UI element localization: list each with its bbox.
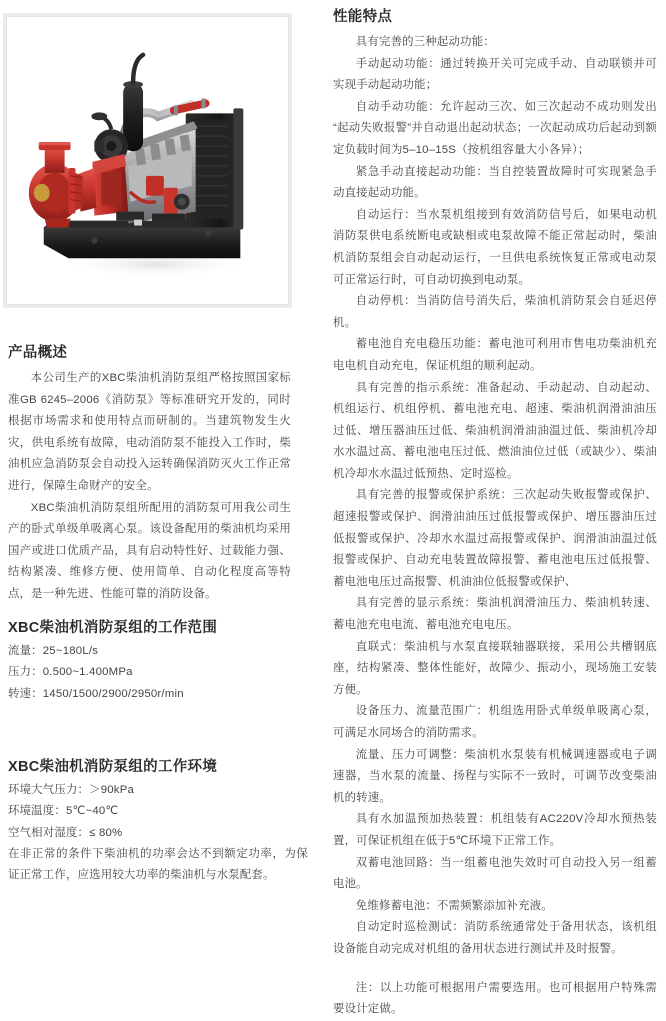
overview-paragraph-1: 本公司生产的XBC柴油机消防泵组严格按照国家标准GB 6245–2006《消防泵》等标准研究开发的，同时根据市场需求和使用特点而研制的。当建筑物发生火灾，供电系统有故障，电动消防泵不能投入工作时，柴油机应急消防泵会自动投入运转确保消防灭火工作正常进行，保障生命财产的安全。 xyxy=(8,372,291,492)
spec-atmospheric-pressure: 环境大气压力：＞90kPa xyxy=(8,784,135,796)
overview-paragraph-2: XBC柴油机消防泵组所配用的消防泵可用我公司生产的卧式单级单吸离心泵。该设备配用的柴油机均采用国产或进口优质产品，具有启动特性好、过载能力强、结构紧凑、维修方便、使用简单、自动化程度高等特点，是一种先进、性能可靠的消防设备。 xyxy=(8,501,291,600)
page-title-working-environment: XBC柴油机消防泵组的工作环境 xyxy=(8,759,218,775)
page-title-overview: 产品概述 xyxy=(8,345,68,361)
feature-paragraph: 自动手动功能：允许起动三次、如三次起动不成功则发出“起动失败报警”并自动退出起动状态；一次起动成功后起动到额定负载时间为5–10–15S（按机组容量大小各异）； xyxy=(333,100,657,156)
feature-paragraph: 自动停机：当消防信号消失后，柴油机消防泵会自延迟停机。 xyxy=(333,295,657,329)
feature-paragraph: 蓄电池自充电稳压功能：蓄电池可利用市售电功柴油机充电电机自动充电，保证机组的顺利起动。 xyxy=(333,338,657,372)
working-range-specs xyxy=(8,641,291,705)
feature-paragraph: 自动定时巡检测试：消防系统通常处于备用状态，该机组设备能自动完成对机组的备用状态进行测试并及时报警。 xyxy=(333,921,657,955)
feature-paragraph: 具有完善的显示系统：柴油机润滑油压力、柴油机转速、蓄电池充电电流、蓄电池充电电压。 xyxy=(333,597,657,632)
product-photo-frame xyxy=(6,16,289,305)
feature-paragraph: 流量、压力可调整：柴油机水泵装有机械调速器或电子调速器，当水泵的流量、扬程与实际不一致时，可调节改变柴油机的转速。 xyxy=(333,748,657,804)
working-environment-specs xyxy=(8,780,308,887)
feature-paragraph: 设备压力、流量范围广：机组选用卧式单级单吸离心泵，可满足水同场合的消防需求。 xyxy=(333,705,657,739)
overview-body xyxy=(8,368,291,606)
environment-note: 在非正常的条件下柴油机的功率会达不到额定功率，为保证正常工作，应选用较大功率的柴油机与水泵配套。 xyxy=(8,847,308,882)
performance-note: 注：以上功能可根据用户需要选用。也可根据用户特殊需要设计定做。 xyxy=(333,981,657,1016)
feature-paragraph: 具有完善的三种起动功能： xyxy=(355,36,495,48)
feature-paragraph: 手动起动功能：通过转换开关可完成手动、自动联锁并可实现手动起动功能； xyxy=(333,57,657,92)
spec-flow: 流量：25~180L/s xyxy=(8,645,99,657)
performance-features-body xyxy=(333,32,657,1021)
feature-paragraph: 免维修蓄电池：不需频繁添加补充液。 xyxy=(355,899,553,912)
spec-relative-humidity: 空气相对湿度：≤ 80% xyxy=(8,826,123,839)
spec-speed: 转速：1450/1500/2900/2950r/min xyxy=(8,687,184,700)
feature-paragraph: 紧急手动直接起动功能：当自控装置故障时可实现紧急手动直接起动功能。 xyxy=(333,165,657,200)
feature-paragraph: 具有完善的报警或保护系统：三次起动失败报警或保护、超速报警或保护、润滑油油压过低报警或保护、增压器油压过低报警或保护、冷却水水温过高报警或保护、润滑油油温过低报警或保护、自动充电装置故障报警、蓄电池电压过低报警、蓄电池电压过高报警、机油油位低报警或保护、 xyxy=(333,489,657,588)
feature-paragraph: 具有水加温预加热装置：机组装有AC220V冷却水预热装置，可保证机组在低于5℃环境下正常工作。 xyxy=(333,813,657,847)
feature-paragraph: 具有完善的指示系统：准备起动、手动起动、自动起动、机组运行、机组停机、蓄电池充电、超速、柴油机润滑油油压过低、增压器油压过低、柴油机润滑油油温过低、柴油机冷却水水温过高、蓄电池电压过低、燃油油位过低（或缺少）、柴油机冷却水水温过低预热、定时巡检。 xyxy=(333,381,657,480)
spec-pressure: 压力：0.500~1.400MPa xyxy=(8,666,133,679)
feature-paragraph: 自动运行：当水泵机组接到有效消防信号后，如果电动机消防泵供电系统断电或缺相或电泵故障不能正常起动时，柴油机消防泵组会自动起动运行，一旦供电系统恢复正常或电动泵可正常运行时，可自动切换到电动泵。 xyxy=(333,208,657,286)
page-title-working-range: XBC柴油机消防泵组的工作范围 xyxy=(8,620,218,636)
feature-paragraph: 直联式：柴油机与水泵直接联轴器联接，采用公共槽钢底座，结构紧凑、整体性能好，故障少、振动小，现场施工安装方便。 xyxy=(333,640,657,696)
product-photo xyxy=(7,17,288,304)
spec-ambient-temperature: 环境温度：5℃~40℃ xyxy=(8,805,119,818)
spacer xyxy=(333,961,657,978)
feature-paragraph: 双蓄电池回路：当一组蓄电池失效时可自动投入另一组蓄电池。 xyxy=(333,856,657,891)
page-title-performance-features: 性能特点 xyxy=(333,9,393,25)
